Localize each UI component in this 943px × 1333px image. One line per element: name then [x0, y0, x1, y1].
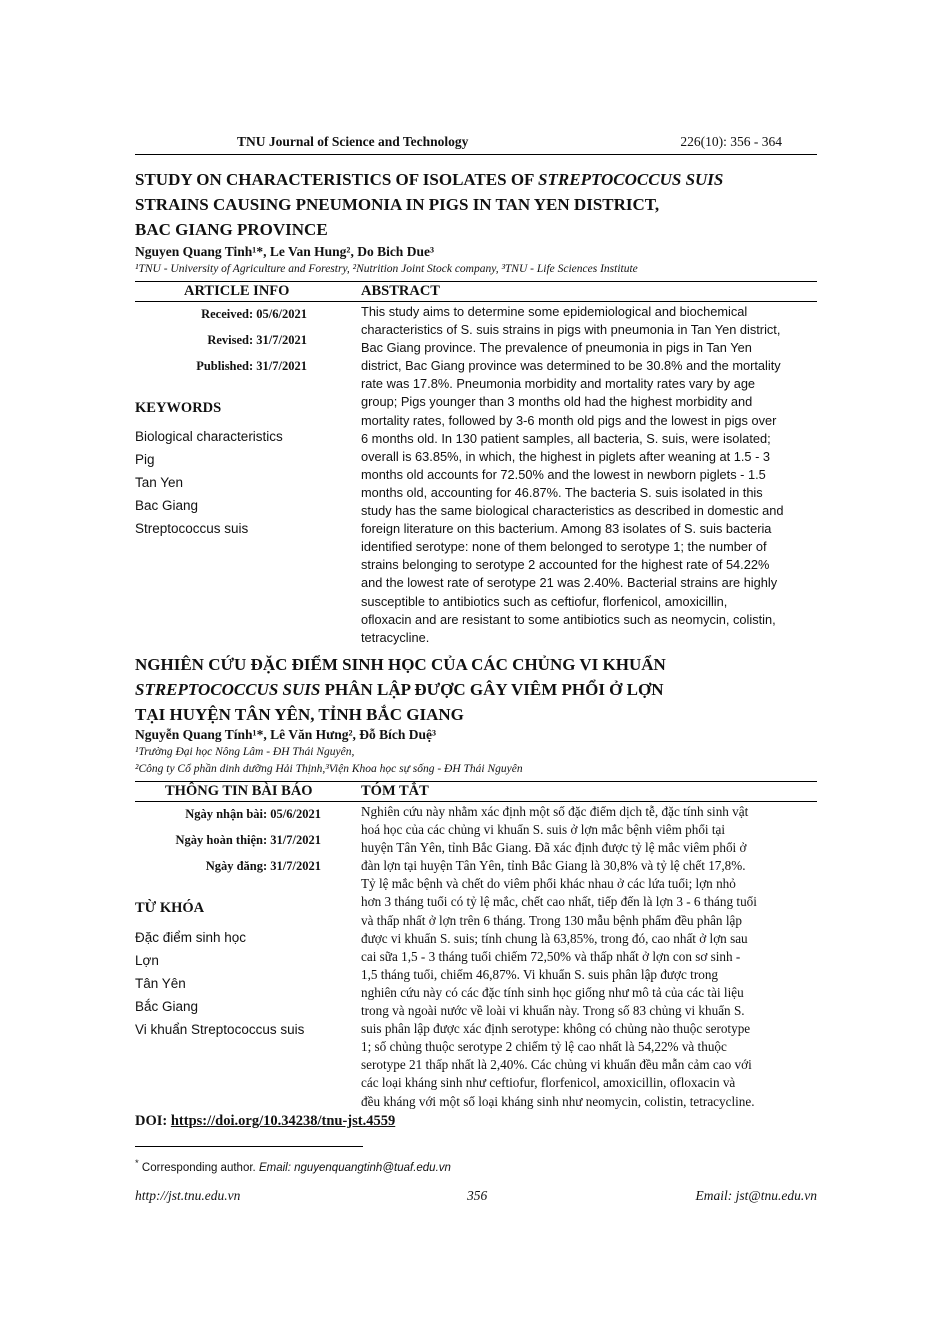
keyword: Vi khuẩn Streptococcus suis [135, 1022, 305, 1037]
abstract-line: mortality rates, followed by 3-6 month old pigs and the lowest in pigs over [361, 412, 777, 428]
abstract-line: 1; số chủng thuộc serotype 2 chiếm tỷ lệ cao nhất là 54,22% và thuộc [361, 1039, 727, 1055]
title-species: STREPTOCOCCUS SUIS [135, 680, 321, 699]
abstract-line: susceptible to antibiotics such as ceftiofur, florfenicol, amoxicillin, [361, 593, 728, 609]
abstract-line: đàn lợn tại huyện Tân Yên, tỉnh Bắc Giang là 30,8% và tỷ lệ chết 17,8%. [361, 858, 746, 874]
revised-date: Ngày hoàn thiện: 31/7/2021 [175, 833, 321, 847]
corresponding-email: Email: nguyenquangtinh@tuaf.edu.vn [258, 1161, 451, 1174]
title-line-2: PHÂN LẬP ĐƯỢC GÂY VIÊM PHỔI Ở LỢN [320, 680, 664, 699]
divider [135, 801, 817, 802]
footnote-label: Corresponding author. [138, 1161, 259, 1174]
vietnamese-affiliation-2: ²Công ty Cổ phần dinh dưỡng Hải Thịnh,³Viện Khoa học sự sống - ĐH Thái Nguyên [135, 763, 523, 775]
keyword: Tân Yên [135, 976, 186, 991]
abstract-line: district, Bac Giang province was determined to be 30.8% and the mortality [361, 358, 781, 374]
volume-pages: 226(10): 356 - 364 [680, 134, 782, 149]
keyword: Streptococcus suis [135, 521, 249, 536]
footnote-mark: * [135, 1158, 139, 1169]
keyword: Đặc điểm sinh học [135, 930, 247, 945]
english-affiliations: ¹TNU - University of Agriculture and Forestry, ²Nutrition Joint Stock company, ³TNU - Life Sciences Institute [135, 263, 638, 275]
doi [135, 1113, 395, 1130]
abstract-line: months old accounts for 72.50% and the lowest in newborn piglets - 1.5 [361, 466, 766, 482]
abstract-line: strains belonging to serotype 2 accounted for the highest rate of 54.22% [361, 557, 770, 573]
title-line-3: BAC GIANG PROVINCE [135, 220, 328, 239]
english-dates [135, 307, 307, 385]
abstract-line: hơn 3 tháng tuổi có tỷ lệ mắc, chết cao nhất, tiếp đến là lợn 3 - 6 tháng tuổi [361, 894, 757, 910]
abstract-line: huyện Tân Yên, tỉnh Bắc Giang. Đã xác định được tỷ lệ mắc viêm phổi ở [361, 840, 747, 856]
abstract-line: study has the same biological characteristics as described in domestic and [361, 503, 784, 519]
abstract-line: and the lowest rate of serotype 21 was 2.40%. Bacterial strains are highly [361, 575, 778, 591]
keyword: Biological characteristics [135, 429, 283, 444]
doi-link[interactable]: https://doi.org/10.34238/tnu-jst.4559 [170, 1113, 396, 1129]
abstract-line: rate was 17.8%. Pneumonia morbidity and mortality rates vary by age [361, 376, 756, 392]
journal-name: TNU Journal of Science and Technology [237, 134, 469, 149]
revised-date: Revised: 31/7/2021 [207, 333, 307, 347]
abstract-line: Bac Giang province. The prevalence of pneumonia in pigs in Tan Yen [361, 340, 752, 356]
vietnamese-dates [135, 807, 321, 885]
title-line-2: STRAINS CAUSING PNEUMONIA IN PIGS IN TAN YEN DISTRICT, [135, 195, 660, 214]
abstract-line: Nghiên cứu này nhằm xác định một số đặc điểm dịch tễ, đặc tính sinh vật [361, 804, 749, 819]
page-number: 356 [467, 1188, 488, 1203]
received-date: Ngày nhận bài: 05/6/2021 [185, 807, 321, 821]
english-title [135, 167, 825, 242]
abstract-line: nghiên cứu này có các đặc tính sinh học giống như mô tả của các tài liệu [361, 984, 744, 1000]
abstract-line: hoá học của các chủng vi khuẩn S. suis ở lợn mắc bệnh viêm phổi tại [361, 822, 726, 838]
abstract-line: cai sữa 1,5 - 3 tháng tuổi chiếm 72,50% và thấp nhất ở lợn con sơ sinh - [361, 948, 741, 964]
keyword: Pig [135, 452, 155, 467]
received-date: Received: 05/6/2021 [201, 307, 307, 321]
title-line-1: NGHIÊN CỨU ĐẶC ĐIỂM SINH HỌC CỦA CÁC CHỦNG VI KHUẨN [135, 655, 666, 674]
vietnamese-authors: Nguyễn Quang Tính¹*, Lê Văn Hưng², Đỗ Bích Duệ³ [135, 727, 437, 742]
divider [135, 301, 817, 302]
footer-url[interactable]: http://jst.tnu.edu.vn [135, 1188, 241, 1203]
footnote-divider [135, 1146, 363, 1147]
vietnamese-affiliation-1: ¹Trường Đại học Nông Lâm - ĐH Thái Nguyên, [135, 746, 355, 758]
english-authors: Nguyen Quang Tinh¹*, Le Van Hung², Do Bich Due³ [135, 244, 434, 259]
abstract-line: 1,5 tháng tuổi, chiếm 46,87%. Vi khuẩn S. suis phân lập được trong [361, 966, 719, 982]
abstract-line: serotype 21 thấp nhất là 2,40%. Các chủng vi khuẩn đều mẫn cảm cao với [361, 1057, 752, 1073]
footnote [135, 1158, 451, 1174]
abstract-line: suis phân lập được xác định serotype: không có chủng nào thuộc serotype [361, 1021, 751, 1037]
title-line-1: STUDY ON CHARACTERISTICS OF ISOLATES OF [135, 170, 539, 189]
abstract-line: 6 months old. In 130 patient samples, all bacteria, S. suis, were isolated; [361, 430, 771, 446]
divider [135, 781, 817, 782]
abstract-line: các loại kháng sinh như ceftiofur, florfenicol, amoxicillin, ofloxacin và [361, 1075, 736, 1091]
divider [135, 281, 817, 282]
abstract-line: ofloxacin and are resistant to some antibiotics such as neomycin, colistin, [361, 611, 776, 627]
journal-header [135, 134, 817, 155]
published-date: Ngày đăng: 31/7/2021 [205, 859, 321, 873]
keywords-heading: KEYWORDS [135, 400, 222, 416]
doi-label: DOI: [135, 1113, 171, 1129]
article-info-heading: ARTICLE INFO [184, 283, 290, 299]
abstract-line: foreign literature on this bacterium. Among 83 isolates of S. suis bacteria [361, 521, 772, 537]
english-keywords [135, 429, 283, 544]
keywords-heading-vi: TỪ KHÓA [135, 900, 205, 916]
abstract-line: group; Pigs younger than 3 months old had the highest morbidity and [361, 394, 753, 410]
abstract-line: identified serotype: none of them belonged to serotype 1; the number of [361, 539, 767, 555]
abstract-line: overall is 63.85%, in which, the highest in piglets after weaning at 1.5 - 3 [361, 448, 771, 464]
abstract-line: tetracycline. [361, 629, 430, 645]
vietnamese-keywords [135, 930, 304, 1045]
article-info-heading-vi: THÔNG TIN BÀI BÁO [165, 783, 313, 799]
title-line-3: TẠI HUYỆN TÂN YÊN, TỈNH BẮC GIANG [135, 705, 464, 724]
abstract-line: được vi khuẩn S. suis; tính chung là 63,85%, trong đó, cao nhất ở lợn sau [361, 930, 748, 946]
abstract-line: trong và ngoài nước về loài vi khuẩn này. Trong số 83 chủng vi khuẩn S. [361, 1003, 745, 1019]
abstract-line: This study aims to determine some epidemiological and biochemical [361, 304, 748, 319]
abstract-line: months old, accounting for 46.87%. The bacteria S. suis isolated in this [361, 484, 763, 500]
vietnamese-abstract [361, 803, 817, 1111]
keyword: Lợn [135, 953, 159, 968]
abstract-line: Tỷ lệ mắc bệnh và chết do viêm phổi khác nhau ở các lứa tuổi; lợn nhỏ [361, 876, 736, 892]
published-date: Published: 31/7/2021 [196, 359, 307, 373]
keyword: Bắc Giang [135, 999, 199, 1014]
abstract-heading-vi: TÓM TẮT [361, 783, 429, 799]
footer-email: Email: jst@tnu.edu.vn [695, 1188, 817, 1203]
abstract-heading: ABSTRACT [361, 283, 440, 299]
vietnamese-title [135, 652, 825, 727]
abstract-line: và thấp nhất ở lợn trên 6 tháng. Trong 130 mẫu bệnh phẩm đều phân lập [361, 912, 742, 928]
abstract-line: đều kháng với một số loại kháng sinh như neomycin, colistin, tetracycline. [361, 1093, 755, 1109]
keyword: Bac Giang [135, 498, 199, 513]
title-species: STREPTOCOCCUS SUIS [538, 170, 724, 189]
abstract-line: characteristics of S. suis strains in pigs with pneumonia in Tan Yen district, [361, 322, 781, 338]
english-abstract [361, 303, 817, 647]
keyword: Tan Yen [135, 475, 184, 490]
